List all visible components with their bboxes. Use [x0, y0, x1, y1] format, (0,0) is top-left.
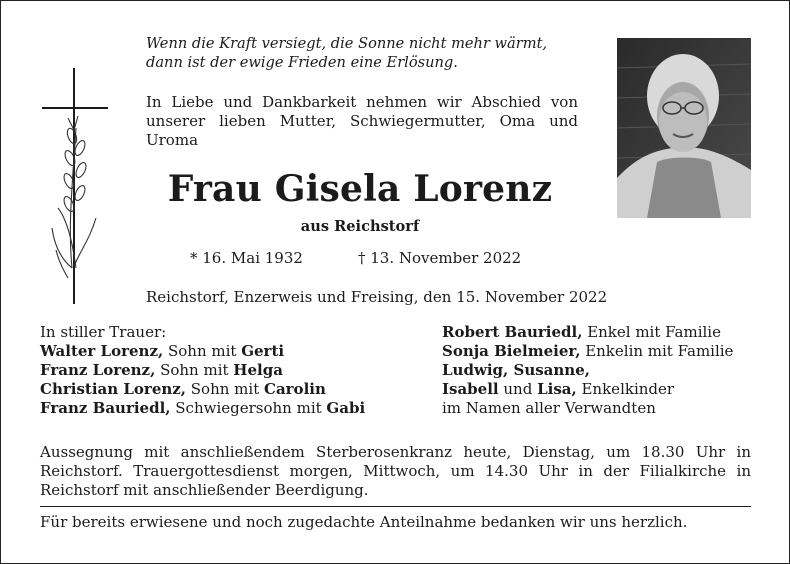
service-notice: Aussegnung mit anschließendem Sterberosenkranz heute, Dienstag, um 18.30 Uhr in Reichstorf. Trauergottesdienst morgen, Mittwoch, um 14.30 Uhr in der Filialkirche in Reichstorf mit anschließender Beerdigung.	[40, 443, 751, 499]
intro-text: In Liebe und Dankbarkeit nehmen wir Abschied von unserer lieben Mutter, Schwiegermutter, Oma und Uroma	[146, 93, 578, 149]
mourner-relation: Schwiegersohn mit	[170, 399, 327, 417]
mourner-partner: Helga	[233, 361, 283, 379]
mourners-right	[442, 323, 782, 418]
mourner-partner: Gerti	[241, 342, 285, 360]
mourner-relation: Sohn mit	[186, 380, 264, 398]
mourner-relation: Sohn mit	[163, 342, 242, 360]
mourner-line-7	[442, 361, 782, 380]
mourner-name: Franz Bauriedl,	[40, 399, 171, 417]
mourner-line-4	[40, 399, 430, 418]
thanks-text: Für bereits erwiesene und noch zugedachte Anteilnahme bedanken wir uns herzlich.	[40, 513, 688, 531]
mourner-line-1	[40, 342, 430, 361]
mourner-name: Sonja Bielmeier,	[442, 342, 581, 360]
deceased-name: Frau Gisela Lorenz	[167, 168, 553, 210]
mourner-relation: Sohn mit	[155, 361, 234, 379]
mourner-partner: Gabi	[326, 399, 366, 417]
mourner-name: Ludwig, Susanne,	[442, 361, 590, 379]
mourner-line-0	[40, 323, 430, 342]
portrait-photo	[617, 38, 751, 218]
mourner-line-5	[442, 323, 782, 342]
birth-date: * 16. Mai 1932	[190, 249, 303, 267]
mourner-relation: Enkel mit Familie	[582, 323, 721, 341]
mourner-name: Franz Lorenz,	[40, 361, 156, 379]
quote-line-2: dann ist der ewige Frieden eine Erlösung.	[146, 54, 458, 71]
mourners-left	[40, 323, 430, 418]
mourner-line-8	[442, 380, 782, 399]
divider	[40, 506, 751, 507]
mourner-relation: Enkelkinder	[576, 380, 675, 398]
mourner-partner: Carolin	[264, 380, 326, 398]
mourner-name: Isabell	[442, 380, 499, 398]
cross-with-wheat-icon	[38, 68, 110, 308]
mourner-relation: im Namen aller Verwandten	[442, 399, 656, 417]
mourner-line-9	[442, 399, 782, 418]
mourner-line-2	[40, 361, 430, 380]
mourner-line-6	[442, 342, 782, 361]
mourner-name: Robert Bauriedl,	[442, 323, 583, 341]
mourner-text: In stiller Trauer:	[40, 323, 167, 341]
quote-line-1: Wenn die Kraft versiegt, die Sonne nicht mehr wärmt,	[146, 35, 548, 52]
mourner-partner: Lisa,	[537, 380, 577, 398]
mourner-line-3	[40, 380, 430, 399]
death-date: † 13. November 2022	[358, 249, 522, 267]
mourner-name: Walter Lorenz,	[40, 342, 164, 360]
quote	[146, 34, 586, 72]
mourner-relation: Enkelin mit Familie	[580, 342, 734, 360]
deceased-origin: aus Reichstorf	[300, 218, 420, 235]
mourner-name: Christian Lorenz,	[40, 380, 187, 398]
place-date: Reichstorf, Enzerweis und Freising, den 15. November 2022	[146, 288, 608, 306]
mourner-relation: und	[498, 380, 538, 398]
